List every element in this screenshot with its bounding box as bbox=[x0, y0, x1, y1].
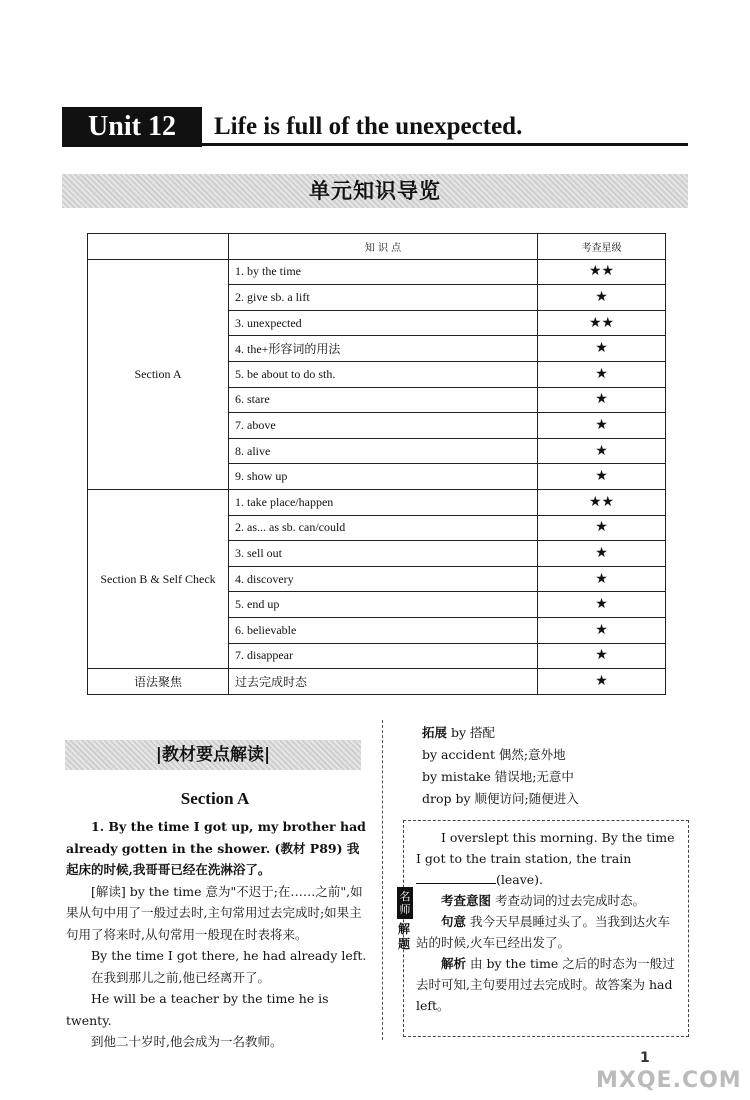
star-rating-cell: ★ bbox=[538, 541, 666, 567]
knowledge-point-cell: 7. above bbox=[229, 413, 538, 439]
star-rating-cell: ★ bbox=[538, 643, 666, 669]
table-row bbox=[88, 669, 666, 695]
extension-item: by accident 偶然;意外地 bbox=[422, 747, 566, 762]
example2-cn: 到他二十岁时,他会成为一名教师。 bbox=[91, 1034, 283, 1049]
extension-heading bbox=[422, 722, 692, 744]
extension-item: drop by 顺便访问;随便进入 bbox=[422, 791, 579, 806]
title-rule bbox=[202, 143, 688, 146]
extension-item: by mistake 错误地;无意中 bbox=[422, 769, 574, 784]
knowledge-point-cell: 3. unexpected bbox=[229, 310, 538, 336]
example1-en: By the time I got there, he had already left. bbox=[91, 948, 367, 963]
star-rating-cell: ★★ bbox=[538, 310, 666, 336]
star-rating-cell: ★★ bbox=[538, 489, 666, 515]
knowledge-point-cell: 7. disappear bbox=[229, 643, 538, 669]
knowledge-point-cell: 5. be about to do sth. bbox=[229, 361, 538, 387]
watermark: MXQE.COM bbox=[596, 1068, 742, 1093]
star-rating-cell: ★ bbox=[538, 361, 666, 387]
star-rating-cell: ★ bbox=[538, 592, 666, 618]
question-box bbox=[403, 820, 689, 1037]
column-divider bbox=[382, 720, 383, 1040]
knowledge-point-cell: 9. show up bbox=[229, 464, 538, 490]
table-header-row bbox=[88, 234, 666, 260]
answer-blank[interactable] bbox=[416, 871, 496, 884]
unit-header bbox=[62, 107, 688, 147]
star-rating-cell: ★ bbox=[538, 336, 666, 362]
example2-en: He will be a teacher by the time he is twenty. bbox=[66, 991, 329, 1028]
star-rating-cell: ★ bbox=[538, 669, 666, 695]
meaning-label: 句意 bbox=[441, 914, 467, 929]
question-sentence-a: I overslept this morning. By the time I got to the train station, the train bbox=[416, 830, 675, 866]
knowledge-point-cell: 1. by the time bbox=[229, 259, 538, 285]
star-rating-cell: ★ bbox=[538, 413, 666, 439]
header-blank bbox=[88, 234, 229, 260]
question-sentence-b: (leave). bbox=[496, 872, 544, 887]
unit-title: Life is full of the unexpected. bbox=[214, 113, 523, 140]
meaning-text: 我今天早晨睡过头了。当我到达火车站的时候,火车已经出发了。 bbox=[416, 914, 670, 950]
star-rating-cell: ★ bbox=[538, 515, 666, 541]
meaning-line bbox=[416, 911, 679, 953]
teacher-tag: 名师 bbox=[397, 887, 413, 919]
star-rating-cell: ★★ bbox=[538, 259, 666, 285]
star-rating-cell: ★ bbox=[538, 285, 666, 311]
overview-banner bbox=[62, 174, 688, 208]
star-rating-cell: ★ bbox=[538, 464, 666, 490]
question-sentence bbox=[416, 827, 679, 890]
knowledge-point-cell: 3. sell out bbox=[229, 541, 538, 567]
unit-label: Unit 12 bbox=[62, 107, 202, 147]
star-rating-cell: ★ bbox=[538, 387, 666, 413]
knowledge-point-cell: 6. believable bbox=[229, 617, 538, 643]
knowledge-point-cell: 6. stare bbox=[229, 387, 538, 413]
knowledge-point-cell: 2. give sb. a lift bbox=[229, 285, 538, 311]
solution-tag: 解题 bbox=[397, 922, 410, 951]
knowledge-table bbox=[87, 233, 666, 695]
knowledge-point-cell: 过去完成时态 bbox=[229, 669, 538, 695]
intent-label: 考查意图 bbox=[441, 893, 492, 908]
overview-banner-text: 单元知识导览 bbox=[309, 179, 441, 203]
intent-text: 考查动词的过去完成时态。 bbox=[491, 893, 645, 908]
star-rating-cell: ★ bbox=[538, 438, 666, 464]
table-row bbox=[88, 259, 666, 285]
table-row bbox=[88, 489, 666, 515]
page-badge: 1 bbox=[640, 1050, 650, 1066]
intent-line bbox=[416, 890, 679, 911]
analysis-label: 解析 bbox=[441, 956, 467, 971]
textbook-banner bbox=[65, 740, 361, 770]
analysis-line bbox=[416, 953, 679, 1016]
extension-title-rest: by 搭配 bbox=[447, 725, 496, 740]
question-content bbox=[416, 827, 679, 1016]
analysis-text: 由 by the time 之后的时态为一般过去时可知,主句要用过去完成时。故答案为 had left。 bbox=[416, 956, 675, 1013]
star-rating-cell: ★ bbox=[538, 566, 666, 592]
item1-sentence: 1. By the time I got up, my brother had already gotten in the shower. (教材 P89) 我起床的时候,我哥哥已经在洗淋浴了。 bbox=[66, 819, 366, 877]
section-name-cell: Section B & Self Check bbox=[88, 489, 229, 668]
knowledge-point-cell: 4. discovery bbox=[229, 566, 538, 592]
extension-title: 拓展 bbox=[422, 725, 448, 740]
explanation: [解读] by the time 意为"不迟于;在……之前",如果从句中用了一般过去时,主句常用过去完成时;如果主句用了将来时,从句常用一般现在时表将来。 bbox=[66, 883, 363, 942]
section-name-cell: 语法聚焦 bbox=[88, 669, 229, 695]
section-title: Section A bbox=[180, 789, 250, 808]
section-name-cell: Section A bbox=[88, 259, 229, 489]
knowledge-point-cell: 4. the+形容词的用法 bbox=[229, 336, 538, 362]
knowledge-point-cell: 8. alive bbox=[229, 438, 538, 464]
knowledge-point-cell: 5. end up bbox=[229, 592, 538, 618]
example1-cn: 在我到那儿之前,他已经离开了。 bbox=[91, 969, 270, 985]
table-body bbox=[88, 259, 666, 694]
star-rating-cell: ★ bbox=[538, 617, 666, 643]
header-level: 考查星级 bbox=[538, 234, 666, 260]
knowledge-point-cell: 2. as... as sb. can/could bbox=[229, 515, 538, 541]
textbook-banner-text: |教材要点解读| bbox=[155, 745, 271, 765]
left-column-text bbox=[66, 816, 368, 1053]
header-point: 知 识 点 bbox=[229, 234, 538, 260]
extension-block bbox=[422, 722, 692, 810]
knowledge-point-cell: 1. take place/happen bbox=[229, 489, 538, 515]
